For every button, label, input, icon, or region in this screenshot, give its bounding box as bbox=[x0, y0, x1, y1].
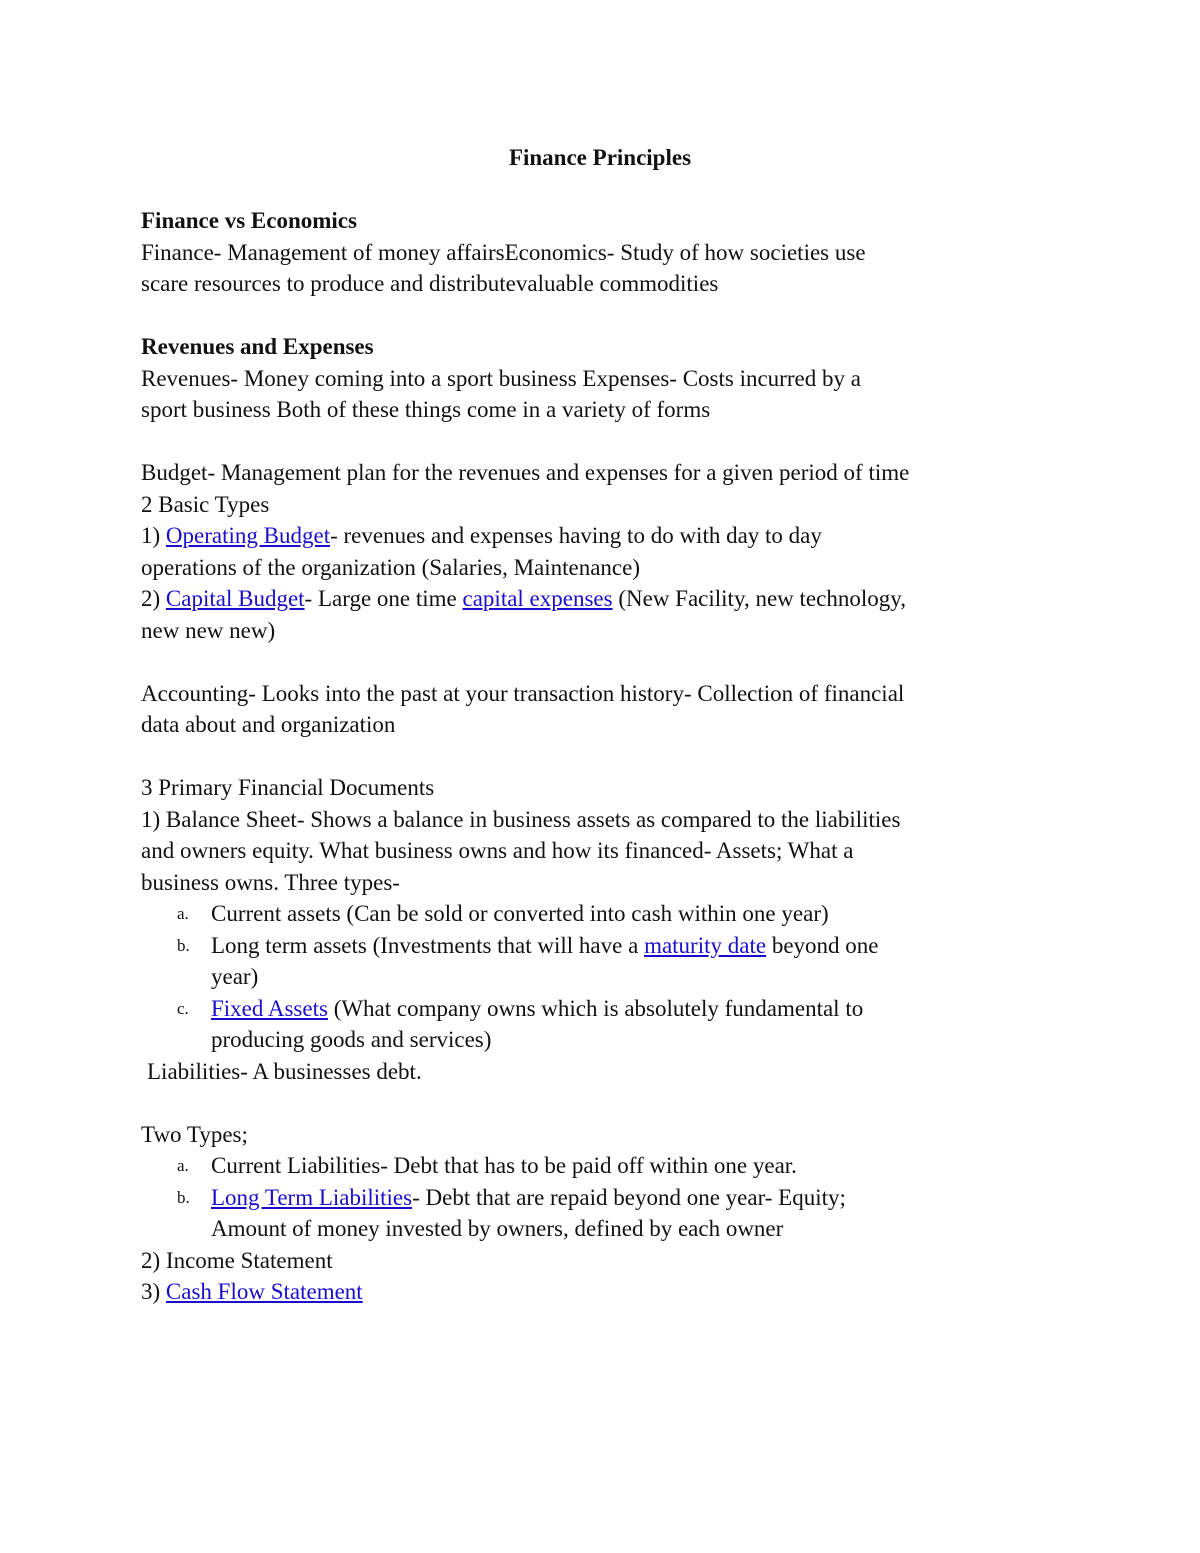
paragraph-line: Accounting- Looks into the past at your transaction history- Collection of financial bbox=[141, 680, 905, 706]
paragraph-line: 1) Balance Sheet- Shows a balance in business assets as compared to the liabilities bbox=[141, 806, 901, 832]
paragraph-line: Revenues- Money coming into a sport business Expenses- Costs incurred by a bbox=[141, 365, 861, 391]
list-item: a. Current Liabilities- Debt that has to be paid off within one year. bbox=[141, 1150, 1071, 1182]
page-title: Finance Principles bbox=[508, 145, 692, 170]
paragraph-line: sport business Both of these things come in a variety of forms bbox=[141, 397, 711, 422]
section-heading-revenues-expenses: Revenues and Expenses bbox=[141, 334, 374, 359]
list-marker: a. bbox=[177, 1156, 189, 1175]
paragraph-line: Two Types; bbox=[141, 1121, 248, 1147]
paragraph-line: Liabilities- A businesses debt. bbox=[147, 1058, 422, 1084]
list-marker: c. bbox=[177, 998, 189, 1018]
list-marker: b. bbox=[177, 935, 190, 955]
capital-budget-link[interactable]: Capital Budget bbox=[165, 586, 305, 611]
long-term-liabilities-link[interactable]: Long Term Liabilities bbox=[211, 1184, 413, 1210]
list-item: b. Long Term Liabilities- Debt that are repaid beyond one year- Equity; Amount of money invested by owners, defined by each owner bbox=[141, 1182, 1071, 1245]
operating-budget-link[interactable]: Operating Budget bbox=[165, 523, 331, 548]
list-marker: a. bbox=[177, 904, 189, 923]
paragraph-line: business owns. Three types- bbox=[141, 869, 400, 895]
paragraph-line: Budget- Management plan for the revenues and expenses for a given period of time bbox=[141, 460, 910, 485]
fixed-assets-link[interactable]: Fixed Assets bbox=[211, 995, 328, 1021]
section-heading-financial-documents: 3 Primary Financial Documents bbox=[141, 775, 435, 800]
paragraph-line: new new new) bbox=[141, 617, 276, 643]
paragraph-line: and owners equity. What business owns and how its financed- Assets; What a bbox=[141, 838, 854, 863]
capital-budget-line: 2) Capital Budget- Large one time capital expenses (New Facility, new technology, bbox=[141, 586, 906, 611]
list-marker: b. bbox=[177, 1187, 190, 1207]
paragraph-line: data about and organization bbox=[141, 712, 396, 737]
list-item: c. Fixed Assets (What company owns which is absolutely fundamental to producing goods and services) bbox=[141, 993, 1071, 1056]
paragraph-line: operations of the organization (Salaries, Maintenance) bbox=[141, 554, 641, 580]
cash-flow-statement-link[interactable]: Cash Flow Statement bbox=[165, 1279, 363, 1304]
section-heading-finance-vs-economics: Finance vs Economics bbox=[141, 208, 357, 233]
list-item: a. Current assets (Can be sold or converted into cash within one year) bbox=[141, 898, 1071, 930]
maturity-date-link[interactable]: maturity date bbox=[644, 932, 767, 958]
paragraph-line: 2 Basic Types bbox=[141, 491, 270, 517]
paragraph-line: Finance- Management of money affairsEconomics- Study of how societies use bbox=[141, 239, 866, 265]
list-item: b. Long term assets (Investments that will have a maturity date beyond one year) bbox=[141, 930, 1071, 993]
capital-expenses-link[interactable]: capital expenses bbox=[462, 586, 613, 611]
paragraph-line: 2) Income Statement bbox=[141, 1247, 333, 1273]
document-body bbox=[141, 205, 1071, 1308]
cash-flow-line: 3) Cash Flow Statement bbox=[141, 1279, 363, 1304]
paragraph-line: scare resources to produce and distributevaluable commodities bbox=[141, 271, 719, 296]
operating-budget-line: 1) Operating Budget- revenues and expenses having to do with day to day bbox=[141, 523, 822, 548]
